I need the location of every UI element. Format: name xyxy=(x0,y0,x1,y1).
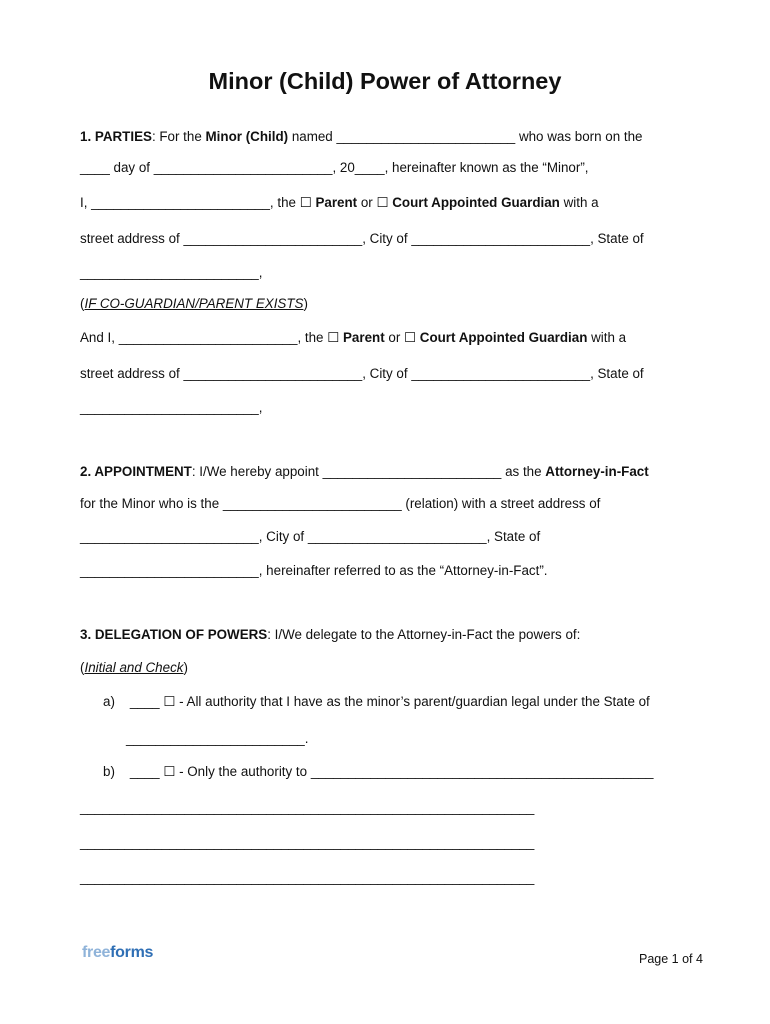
city-1-blank[interactable]: ________________________ xyxy=(411,231,591,246)
parent-label: Parent xyxy=(342,330,385,345)
city-2-blank[interactable]: ________________________ xyxy=(411,366,591,381)
parent-1-checkbox[interactable]: ☐ xyxy=(299,195,312,210)
option-b-initial-blank[interactable]: ____ xyxy=(129,764,160,779)
text: who was born on the xyxy=(515,129,643,144)
option-b-authority-blank[interactable]: ______________________________________________ xyxy=(310,764,654,779)
attorney-state-blank[interactable]: ________________________ xyxy=(80,563,259,578)
parties-line-8 xyxy=(80,400,262,416)
birth-day-blank[interactable]: ____ xyxy=(80,160,110,175)
option-a-state-blank[interactable]: ________________________ xyxy=(126,731,305,746)
state-1-blank[interactable]: ________________________ xyxy=(80,265,259,280)
text: (relation) with a street address of xyxy=(401,496,601,511)
text: , the xyxy=(297,330,328,345)
text: , City of xyxy=(258,529,308,544)
birth-year-blank[interactable]: ____ xyxy=(354,160,385,175)
text: , City of xyxy=(362,231,412,246)
delegation-line-1 xyxy=(80,627,580,643)
text: I, xyxy=(80,195,92,210)
attorney-name-blank[interactable]: ________________________ xyxy=(322,464,502,479)
relation-blank[interactable]: ________________________ xyxy=(222,496,402,511)
guardian-1-checkbox[interactable]: ☐ xyxy=(376,195,389,210)
text: , State of xyxy=(590,366,644,381)
option-a-line-1 xyxy=(103,694,650,710)
text: with a xyxy=(559,195,599,210)
text: , xyxy=(258,400,263,415)
text: : I/We delegate to the Attorney-in-Fact the powers of: xyxy=(267,627,581,642)
text: day of xyxy=(109,160,154,175)
text: named xyxy=(288,129,337,144)
parties-line-3 xyxy=(80,195,599,211)
text: , xyxy=(258,265,263,280)
parties-line-6 xyxy=(80,330,626,346)
birth-month-blank[interactable]: ________________________ xyxy=(153,160,333,175)
text: or xyxy=(357,195,377,210)
text: , hereinafter known as the “Minor”, xyxy=(384,160,589,175)
text: - All authority that I have as the minor’s parent/guardian legal under the State of xyxy=(175,694,650,709)
text: street address of xyxy=(80,231,184,246)
option-a-label: a) xyxy=(103,694,115,709)
guardian-2-name-blank[interactable]: ________________________ xyxy=(118,330,298,345)
parties-line-5 xyxy=(80,265,262,281)
parties-line-7 xyxy=(80,366,644,382)
option-b-checkbox[interactable]: ☐ xyxy=(163,764,176,779)
text: for the Minor who is the xyxy=(80,496,223,511)
text: - Only the authority to xyxy=(175,764,311,779)
street-1-blank[interactable]: ________________________ xyxy=(183,231,363,246)
appointment-heading: 2. APPOINTMENT xyxy=(80,464,192,479)
text: : I/We hereby appoint xyxy=(191,464,323,479)
state-2-blank[interactable]: ________________________ xyxy=(80,400,259,415)
text: or xyxy=(384,330,405,345)
option-b-line-1 xyxy=(103,764,653,780)
appointment-line-1 xyxy=(80,464,649,480)
page-number: Page 1 of 4 xyxy=(639,952,703,966)
text: street address of xyxy=(80,366,184,381)
minor-child-label: Minor (Child) xyxy=(205,129,289,144)
option-b-label: b) xyxy=(103,764,115,779)
street-2-blank[interactable]: ________________________ xyxy=(183,366,363,381)
attorney-in-fact-label: Attorney-in-Fact xyxy=(545,464,649,479)
initial-and-check-label: Initial and Check xyxy=(84,660,184,675)
parent-label: Parent xyxy=(315,195,358,210)
text: , State of xyxy=(590,231,644,246)
parties-heading: 1. PARTIES xyxy=(80,129,152,144)
attorney-city-blank[interactable]: ________________________ xyxy=(307,529,487,544)
option-a-line-2 xyxy=(126,731,308,747)
parties-line-4 xyxy=(80,231,644,247)
parties-line-2 xyxy=(80,160,589,176)
logo-free-text: free xyxy=(82,944,111,961)
document-title: Minor (Child) Power of Attorney xyxy=(208,68,562,94)
text: with a xyxy=(587,330,627,345)
text: , State of xyxy=(486,529,541,544)
option-a-initial-blank[interactable]: ____ xyxy=(129,694,160,709)
text: , City of xyxy=(362,366,412,381)
authority-blank-line-2[interactable]: _____________________________________________________________ xyxy=(80,835,535,850)
attorney-street-blank[interactable]: ________________________ xyxy=(80,529,259,544)
text: And I, xyxy=(80,330,119,345)
text: as the xyxy=(501,464,546,479)
guardian-label: Court Appointed Guardian xyxy=(419,330,588,345)
freeforms-logo xyxy=(82,944,153,962)
text: . xyxy=(304,731,309,746)
initial-and-check-note: (Initial and Check) xyxy=(80,660,188,675)
text: , 20 xyxy=(332,160,355,175)
guardian-2-checkbox[interactable]: ☐ xyxy=(404,330,417,345)
delegation-heading: 3. DELEGATION OF POWERS xyxy=(80,627,268,642)
option-a-checkbox[interactable]: ☐ xyxy=(163,694,176,709)
parties-line-1 xyxy=(80,129,643,145)
appointment-line-4 xyxy=(80,563,548,579)
appointment-line-3 xyxy=(80,529,540,545)
authority-blank-line-1[interactable]: _____________________________________________________________ xyxy=(80,800,535,815)
parent-2-checkbox[interactable]: ☐ xyxy=(327,330,340,345)
co-guardian-label: IF CO-GUARDIAN/PARENT EXISTS xyxy=(84,296,304,311)
logo-forms-text: forms xyxy=(110,944,154,961)
minor-name-blank[interactable]: ________________________ xyxy=(336,129,516,144)
appointment-line-2 xyxy=(80,496,600,512)
guardian-1-name-blank[interactable]: ________________________ xyxy=(91,195,270,210)
guardian-label: Court Appointed Guardian xyxy=(392,195,560,210)
authority-blank-line-3[interactable]: _____________________________________________________________ xyxy=(80,870,535,885)
text: : For the xyxy=(151,129,206,144)
co-guardian-note: (IF CO-GUARDIAN/PARENT EXISTS) xyxy=(80,296,308,311)
text: , hereinafter referred to as the “Attorney-in-Fact”. xyxy=(258,563,548,578)
text: , the xyxy=(269,195,300,210)
